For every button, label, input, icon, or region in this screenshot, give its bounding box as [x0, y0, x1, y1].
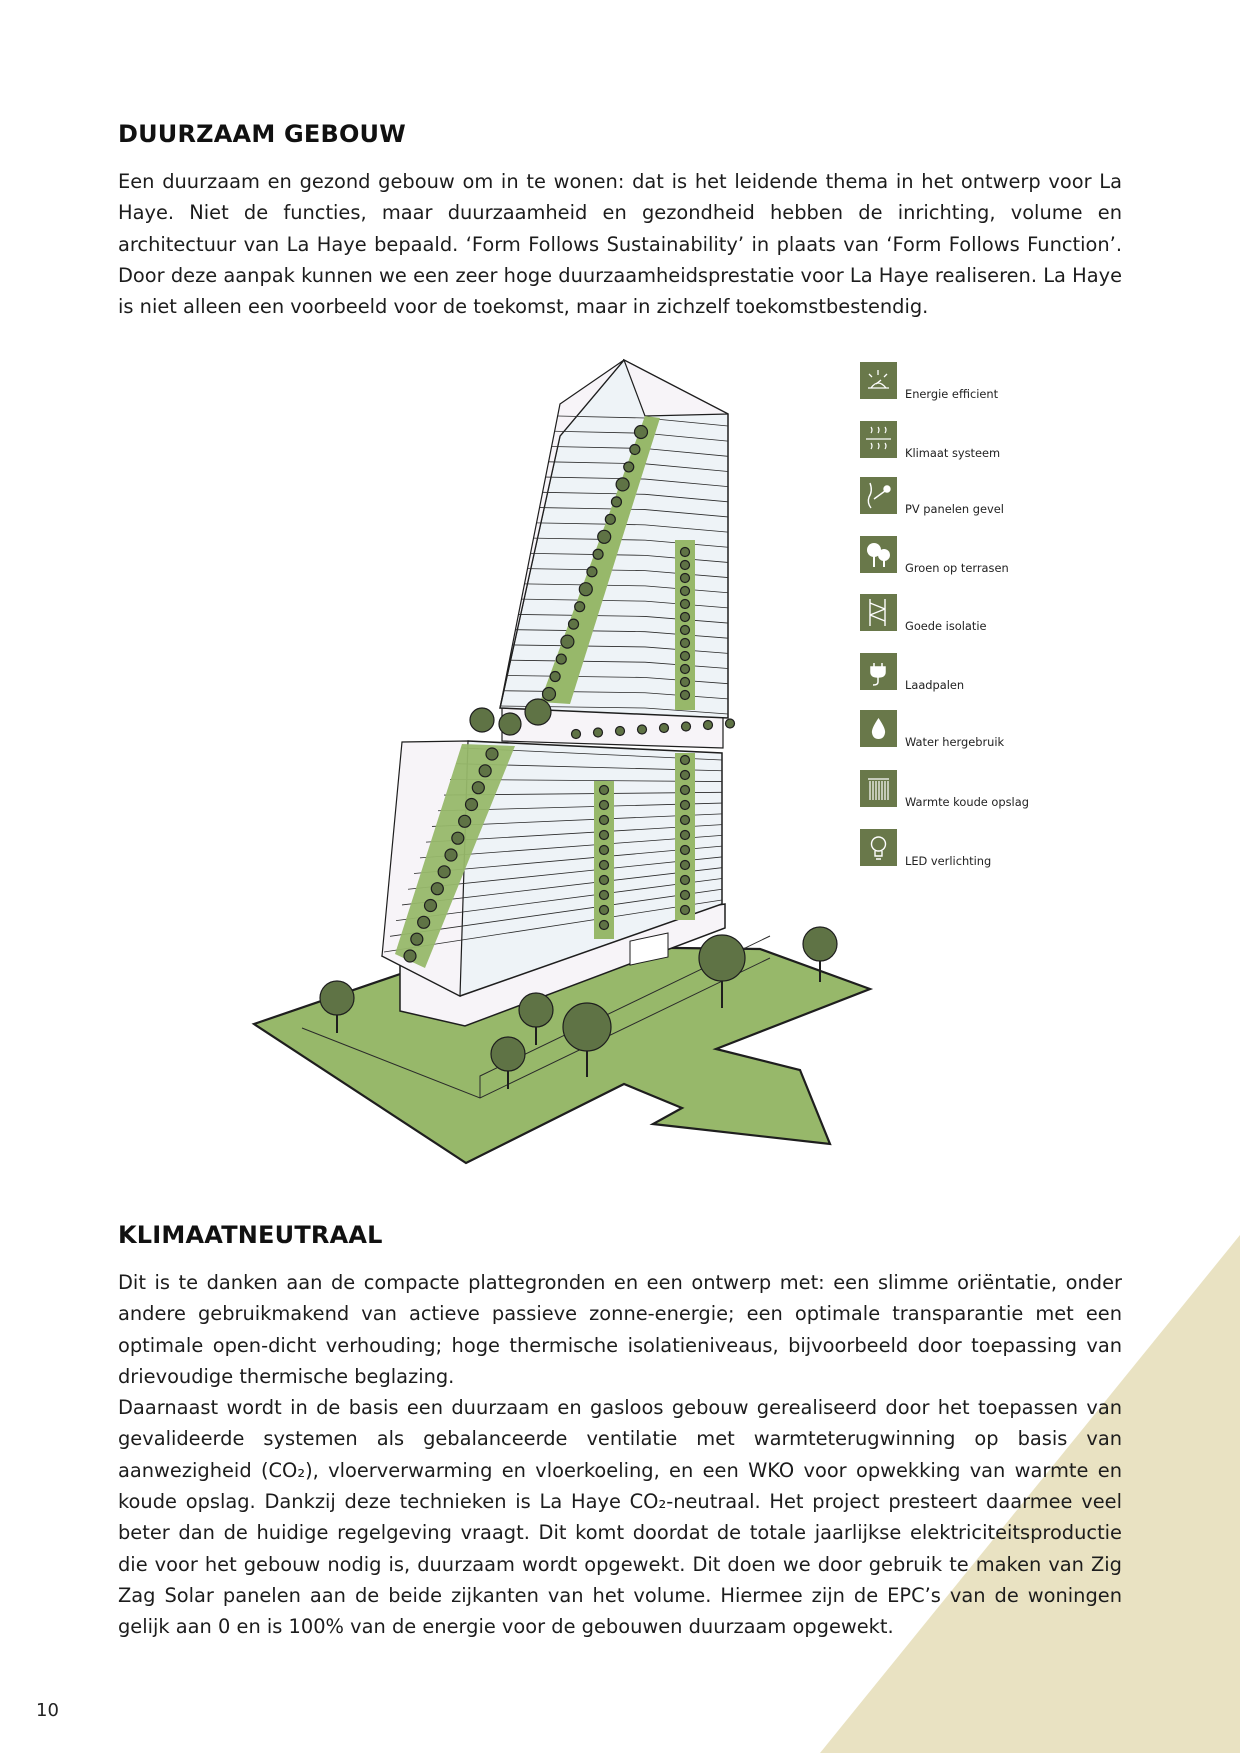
- section-duurzaam-gebouw: [118, 120, 1122, 322]
- section-heading: DUURZAAM GEBOUW: [118, 120, 406, 148]
- section-heading: KLIMAATNEUTRAAL: [118, 1221, 383, 1249]
- section-body: Een duurzaam en gezond gebouw om in te wonen: dat is het leidende thema in het ontwerp voor La Haye. Niet de functies, maar duurzaamheid en gezondheid hebben de inrichting, volume en architectuur van La Haye bepaald. ‘Form Follows Sustainability’ in plaats van ‘Form Follows Function’. Door deze aanpak kunnen we een zeer hoge duurzaamheidsprestatie voor La Haye realiseren. La Haye is niet alleen een voorbeeld voor de toekomst, maar in zichzelf toekomstbestendig.: [118, 170, 1122, 319]
- sustainability-legend: [860, 362, 1140, 872]
- legend-item-laadpalen: Laadpalen: [860, 653, 1140, 691]
- legend-item-warmte: Warmte koude opslag: [860, 770, 1140, 808]
- insulation-icon: [860, 594, 897, 631]
- legend-item-energie: Energie efficient: [860, 362, 1140, 400]
- section-paragraph-2: Daarnaast wordt in de basis een duurzaam en gasloos gebouw gerealiseerd door het toepassen van gevalideerde systemen als gebalanceerde ventilatie met warmteterugwinning op basis van aanwezigheid (CO₂), vloerverwarming en vloerkoeling, en een WKO voor opwekking van warmte en koude opslag. Dankzij deze technieken is La Haye CO₂-neutraal. Het project presteert daarmee veel beter dan de huidige regelgeving vraagt. Dit komt doordat de totale jaarlijkse elektriciteitsproductie die voor het gebouw nodig is, duurzaam wordt opgewekt. Dit doen we door gebruik te maken van Zig Zag Solar panelen aan de beide zijkanten van het volume. Hiermee zijn de EPC’s van de woningen gelijk aan 0 en is 100% van de energie voor de gebouwen duurzaam opgewekt.: [118, 1396, 1122, 1639]
- page-number: 10: [36, 1700, 59, 1721]
- legend-item-water: Water hergebruik: [860, 710, 1140, 748]
- water-drop-icon: [860, 710, 897, 747]
- sun-energy-icon: [860, 362, 897, 399]
- legend-item-isolatie: Goede isolatie: [860, 594, 1140, 632]
- section-klimaatneutraal: [118, 1221, 1122, 1643]
- section-paragraph-1: Dit is te danken aan de compacte plattegronden en een ontwerp met: een slimme oriëntatie, onder andere gebruikmakend van actieve passieve zonne-energie; een optimale transparantie met een optimale open-dicht verhouding; hoge thermische isolatieniveaus, bijvoorbeeld door toepassing van drievoudige thermische beglazing.: [118, 1271, 1122, 1388]
- trees-icon: [860, 536, 897, 573]
- charging-plug-icon: [860, 653, 897, 690]
- light-bulb-icon: [860, 829, 897, 866]
- legend-item-groen: Groen op terrasen: [860, 536, 1140, 574]
- legend-item-klimaat: Klimaat systeem: [860, 421, 1140, 459]
- pv-panel-icon: [860, 477, 897, 514]
- climate-airflow-icon: [860, 421, 897, 458]
- building-illustration: [240, 356, 880, 1168]
- legend-item-pv: PV panelen gevel: [860, 477, 1140, 515]
- heat-storage-icon: [860, 770, 897, 807]
- legend-item-led: LED verlichting: [860, 829, 1140, 867]
